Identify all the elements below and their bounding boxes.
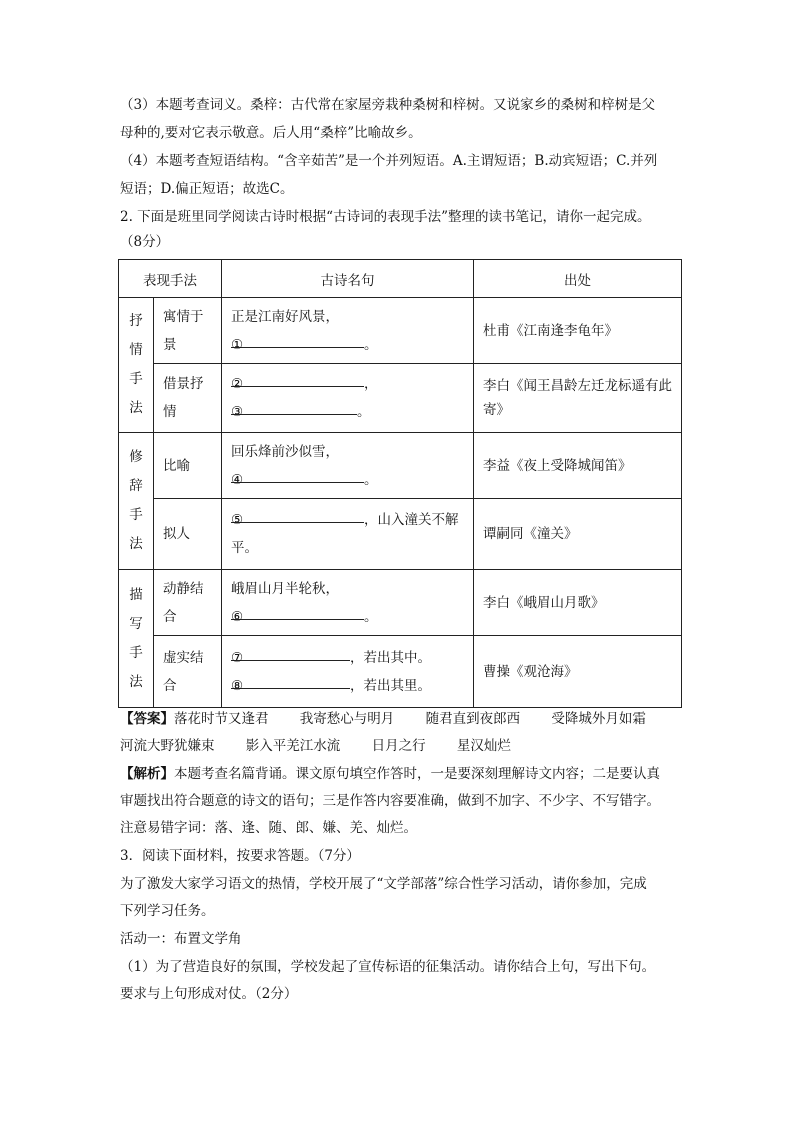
text-line: 母种的,要对它表示敬意。后人用“桑梓”比喻故乡。 bbox=[120, 125, 422, 141]
source-cell: 曹操《观沧海》 bbox=[474, 636, 682, 708]
blank-8[interactable]: ⑧ bbox=[231, 672, 350, 689]
subcategory: 比喻 bbox=[154, 433, 222, 499]
question-3-prompt: 3．阅读下面材料，按要求答题。（7分） bbox=[120, 848, 360, 864]
source-cell: 谭嗣同《潼关》 bbox=[474, 499, 682, 570]
question-2-prompt: 2. 下面是班里同学阅读古诗时根据“古诗词的表现手法”整理的读书笔记，请你一起完成。 bbox=[120, 209, 651, 225]
blank-1[interactable]: ① bbox=[231, 331, 364, 348]
subcategory: 拟人 bbox=[154, 499, 222, 570]
question-2-score: （8分） bbox=[120, 234, 170, 250]
header-quote: 古诗名句 bbox=[222, 260, 474, 298]
text-line: 下列学习任务。 bbox=[120, 903, 215, 919]
quote-cell: 回乐烽前沙似雪， ④ 。 bbox=[222, 433, 474, 499]
blank-2[interactable]: ② bbox=[231, 370, 364, 387]
answer-line: 河流大野犹嫌束 影入平羌江水流 日月之行 星汉灿烂 bbox=[120, 738, 511, 754]
text-line: （1）为了营造良好的氛围，学校发起了宣传标语的征集活动。请你结合上句，写出下句。 bbox=[120, 959, 656, 975]
text-line: 为了激发大家学习语文的热情，学校开展了“文学部落”综合性学习活动，请你参加，完成 bbox=[120, 876, 647, 892]
activity-heading: 活动一：布置文学角 bbox=[120, 931, 242, 947]
analysis-line: 【解析】本题考查名篇背诵。课文原句填空作答时，一是要深刻理解诗文内容；二是要认真 bbox=[120, 766, 660, 782]
blank-3[interactable]: ③ bbox=[231, 398, 357, 415]
quote-cell: 正是江南好风景， ① 。 bbox=[222, 298, 474, 364]
quote-cell: ⑤ ，山入潼关不解 平。 bbox=[222, 499, 474, 570]
subcategory: 动静结 合 bbox=[154, 570, 222, 636]
category-lyrical: 抒 情 手 法 bbox=[119, 298, 154, 433]
analysis-line: 审题找出符合题意的诗文的语句；三是作答内容要准确，做到不加字、不少字、不写错字。 bbox=[120, 793, 660, 809]
answer-label: 【答案】 bbox=[120, 711, 174, 727]
category-rhetoric: 修 辞 手 法 bbox=[119, 433, 154, 570]
quote-cell: ⑦ ，若出其中。 ⑧ ，若出其里。 bbox=[222, 636, 474, 708]
text-line: （3）本题考查词义。桑梓：古代常在家屋旁栽种桑树和梓树。又说家乡的桑树和梓树是父 bbox=[120, 97, 656, 113]
source-cell: 李益《夜上受降城闻笛》 bbox=[474, 433, 682, 499]
analysis-label: 【解析】 bbox=[120, 766, 174, 782]
blank-7[interactable]: ⑦ bbox=[231, 644, 350, 661]
header-technique: 表现手法 bbox=[119, 260, 222, 298]
text-line: 短语；D.偏正短语；故选C。 bbox=[120, 181, 294, 197]
text-line: 要求与上句形成对仗。（2分） bbox=[120, 986, 298, 1002]
category-description: 描 写 手 法 bbox=[119, 570, 154, 708]
reading-notes-table bbox=[118, 259, 682, 708]
blank-6[interactable]: ⑥ bbox=[231, 603, 364, 620]
subcategory: 寓情于 景 bbox=[154, 298, 222, 364]
source-cell: 杜甫《江南逢李龟年》 bbox=[474, 298, 682, 364]
answer-line: 【答案】落花时节又逢君 我寄愁心与明月 随君直到夜郎西 受降城外月如霜 bbox=[120, 711, 646, 727]
quote-cell: ② ， ③ 。 bbox=[222, 364, 474, 433]
header-source: 出处 bbox=[474, 260, 682, 298]
blank-4[interactable]: ④ bbox=[231, 466, 364, 483]
blank-5[interactable]: ⑤ bbox=[231, 506, 364, 523]
subcategory: 虚实结 合 bbox=[154, 636, 222, 708]
text-line: （4）本题考查短语结构。“含辛茹苦”是一个并列短语。A.主谓短语；B.动宾短语；C.并列 bbox=[120, 153, 658, 169]
analysis-line: 注意易错字词：落、逢、随、郎、嫌、羌、灿烂。 bbox=[120, 820, 417, 836]
source-cell: 李白《闻王昌龄左迁龙标遥有此 寄》 bbox=[474, 364, 682, 433]
quote-cell: 峨眉山月半轮秋， ⑥ 。 bbox=[222, 570, 474, 636]
subcategory: 借景抒 情 bbox=[154, 364, 222, 433]
source-cell: 李白《峨眉山月歌》 bbox=[474, 570, 682, 636]
